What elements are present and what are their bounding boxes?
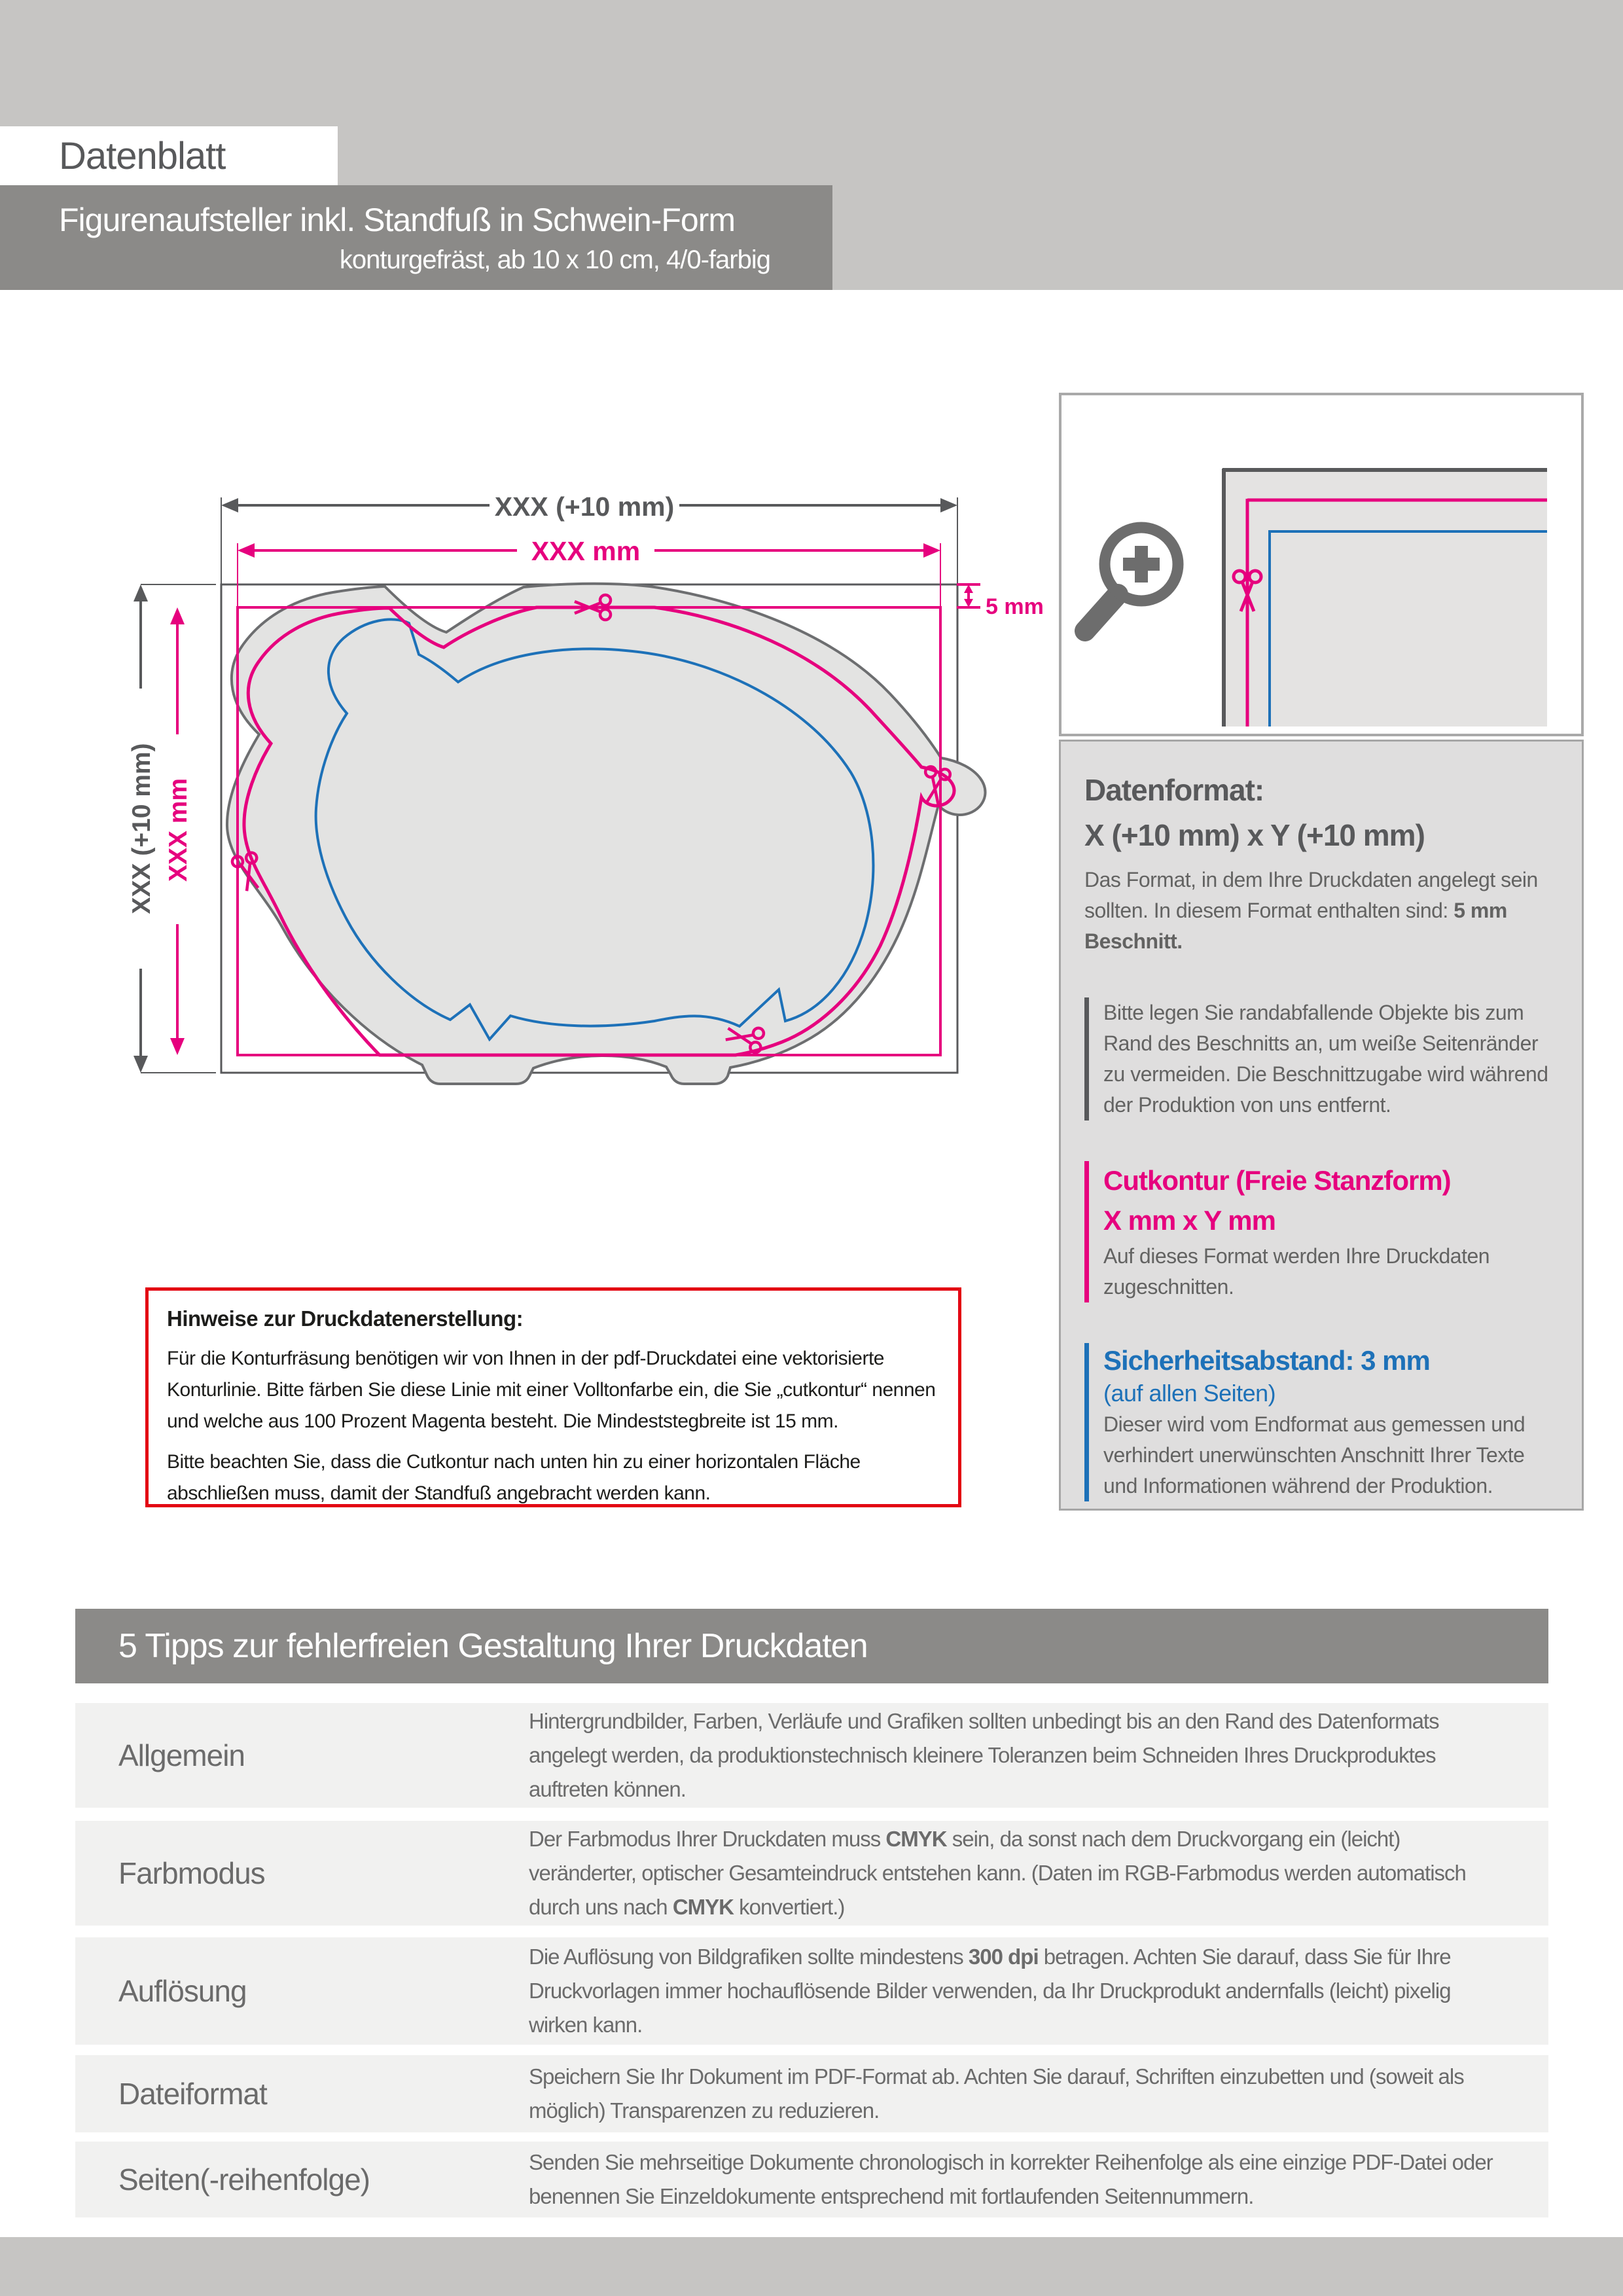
dataformat-body-bold: 5 mm Beschnitt. (1084, 899, 1507, 953)
notes-paragraph-2: Bitte beachten Sie, dass die Cutkontur nach unten hin zu einer horizontalen Fläche abschließen muss, damit der Standfuß angebracht werden kann. (167, 1451, 861, 1504)
dim-cut-width-label: XXX mm (531, 536, 641, 566)
tip-text-part: Senden Sie mehrseitige Dokumente chronologisch in korrekter Reihenfolge als eine einzige PDF-Datei oder benennen Sie Einzeldokumente entsprechend mit fortlaufenden Seitennummern. (529, 2150, 1493, 2208)
safety-subheading: (auf allen Seiten) (1103, 1380, 1276, 1407)
safety-block (1084, 1343, 1560, 1501)
tip-label: Allgemein (118, 1738, 245, 1772)
cutkontur-body: Auf dieses Format werden Ihre Druckdaten zugeschnitten. (1103, 1244, 1490, 1299)
product-title-bar (0, 185, 832, 290)
tip-text (529, 2145, 1504, 2214)
cutkontur-heading: Cutkontur (Freie Stanzform) (1103, 1165, 1451, 1196)
cutkontur-size: X mm x Y mm (1103, 1204, 1275, 1236)
tip-label: Seiten(-reihenfolge) (118, 2162, 370, 2197)
dim-bleed (957, 584, 980, 607)
format-info-panel (1059, 740, 1584, 1511)
dim-cut-height-label: XXX mm (164, 778, 192, 882)
tips-header-bar (75, 1609, 1548, 1683)
tip-label: Farbmodus (118, 1856, 265, 1890)
tip-text-part: betragen. Achten Sie darauf, dass Sie für Ihre Druckvorlagen immer hochauflösende Bilder verwenden, da Ihr Druckprodukt andernfalls (leicht) pixelig wirken kann. (529, 1945, 1451, 2037)
tip-text-part: konvertiert.) (734, 1895, 845, 1919)
tip-row-farbmodus (75, 1821, 1548, 1926)
tip-text-part: CMYK (672, 1895, 734, 1919)
tip-row-aufloesung (75, 1937, 1548, 2045)
tip-text (529, 2060, 1504, 2128)
tip-text (529, 1822, 1504, 1924)
tip-text-part: Der Farbmodus Ihrer Druckdaten muss (529, 1827, 886, 1851)
footer-band (0, 2237, 1623, 2296)
doc-type-label: Datenblatt (59, 134, 226, 177)
tip-text-part: Die Auflösung von Bildgrafiken sollte mindestens (529, 1945, 969, 1969)
tip-text-part: sein, da sonst nach dem Druckvorgang ein (leicht) veränderter, optischer Gesamteindruck entstehen kann. (Daten im RGB-Farbmodus werden automatisch durch uns nach (529, 1827, 1466, 1919)
safety-heading: Sicherheitsabstand: 3 mm (1103, 1344, 1430, 1376)
tip-text-part: Hintergrundbilder, Farben, Verläufe und Grafiken sollten unbedingt bis an den Rand des Datenformats angelegt werden, da produktionstechnisch kleinere Toleranzen beim Schneiden Ihres Druckproduktes auftreten können. (529, 1709, 1439, 1801)
dim-outer-height-label: XXX (+10 mm) (128, 743, 156, 914)
tip-row-seitenreihenfolge (75, 2142, 1548, 2217)
dataformat-size: X (+10 mm) x Y (+10 mm) (1084, 818, 1425, 852)
tip-text (529, 1704, 1504, 1806)
tip-text (529, 1940, 1504, 2042)
notes-paragraph-1: Für die Konturfräsung benötigen wir von Ihnen in der pdf-Druckdatei eine vektorisierte Konturlinie. Bitte färben Sie diese Linie mit einer Volltonfarbe ein, die Sie „cutkontur“ nennen und welche aus 100 Prozent Magenta besteht. Die Mindeststegbreite ist 15 mm. (167, 1348, 936, 1432)
dataformat-body (1084, 865, 1560, 957)
bleed-note-text: Bitte legen Sie randabfallende Objekte bis zum Rand des Beschnitts an, um weiße Seitenränder zu vermeiden. Die Beschnittzugabe wird während der Produktion von uns entfernt. (1103, 1001, 1548, 1117)
tip-label: Dateiformat (118, 2077, 267, 2111)
print-data-notes-box (145, 1287, 961, 1507)
dim-outer-width-label: XXX (+10 mm) (494, 492, 675, 522)
product-title: Figurenaufsteller inkl. Standfuß in Schwein-Form (59, 202, 736, 238)
dim-bleed-label: 5 mm (986, 594, 1044, 619)
tip-row-dateiformat (75, 2055, 1548, 2132)
cutkontur-block (1084, 1161, 1560, 1302)
bleed-note-block (1084, 997, 1560, 1121)
tip-row-allgemein (75, 1703, 1548, 1808)
dataformat-body-text: Das Format, in dem Ihre Druckdaten angelegt sein sollten. In diesem Format enthalten sind: (1084, 868, 1538, 922)
dataformat-heading: Datenformat: (1084, 773, 1264, 807)
tips-heading: 5 Tipps zur fehlerfreien Gestaltung Ihrer Druckdaten (118, 1627, 868, 1665)
pig-shape-diagram (0, 367, 1086, 1126)
zoom-in-icon (1085, 528, 1178, 631)
tip-label: Auflösung (118, 1974, 247, 2008)
tip-text-part: 300 dpi (968, 1945, 1039, 1969)
product-subtitle: konturgefräst, ab 10 x 10 cm, 4/0-farbig (339, 245, 770, 274)
doc-type-box (0, 126, 338, 185)
tip-text-part: Speichern Sie Ihr Dokument im PDF-Format ab. Achten Sie darauf, Schriften einzubetten und (soweit als möglich) Transparenzen zu reduzieren. (529, 2064, 1464, 2123)
tip-text-part: CMYK (885, 1827, 947, 1851)
notes-title: Hinweise zur Druckdatenerstellung: (167, 1306, 524, 1331)
corner-zoom-graphic (1061, 395, 1581, 734)
corner-fill (1224, 470, 1547, 726)
safety-body: Dieser wird vom Endformat aus gemessen und verhindert unerwünschten Anschnitt Ihrer Texte und Informationen während der Produktion. (1103, 1412, 1525, 1498)
corner-zoom-box (1059, 393, 1584, 736)
